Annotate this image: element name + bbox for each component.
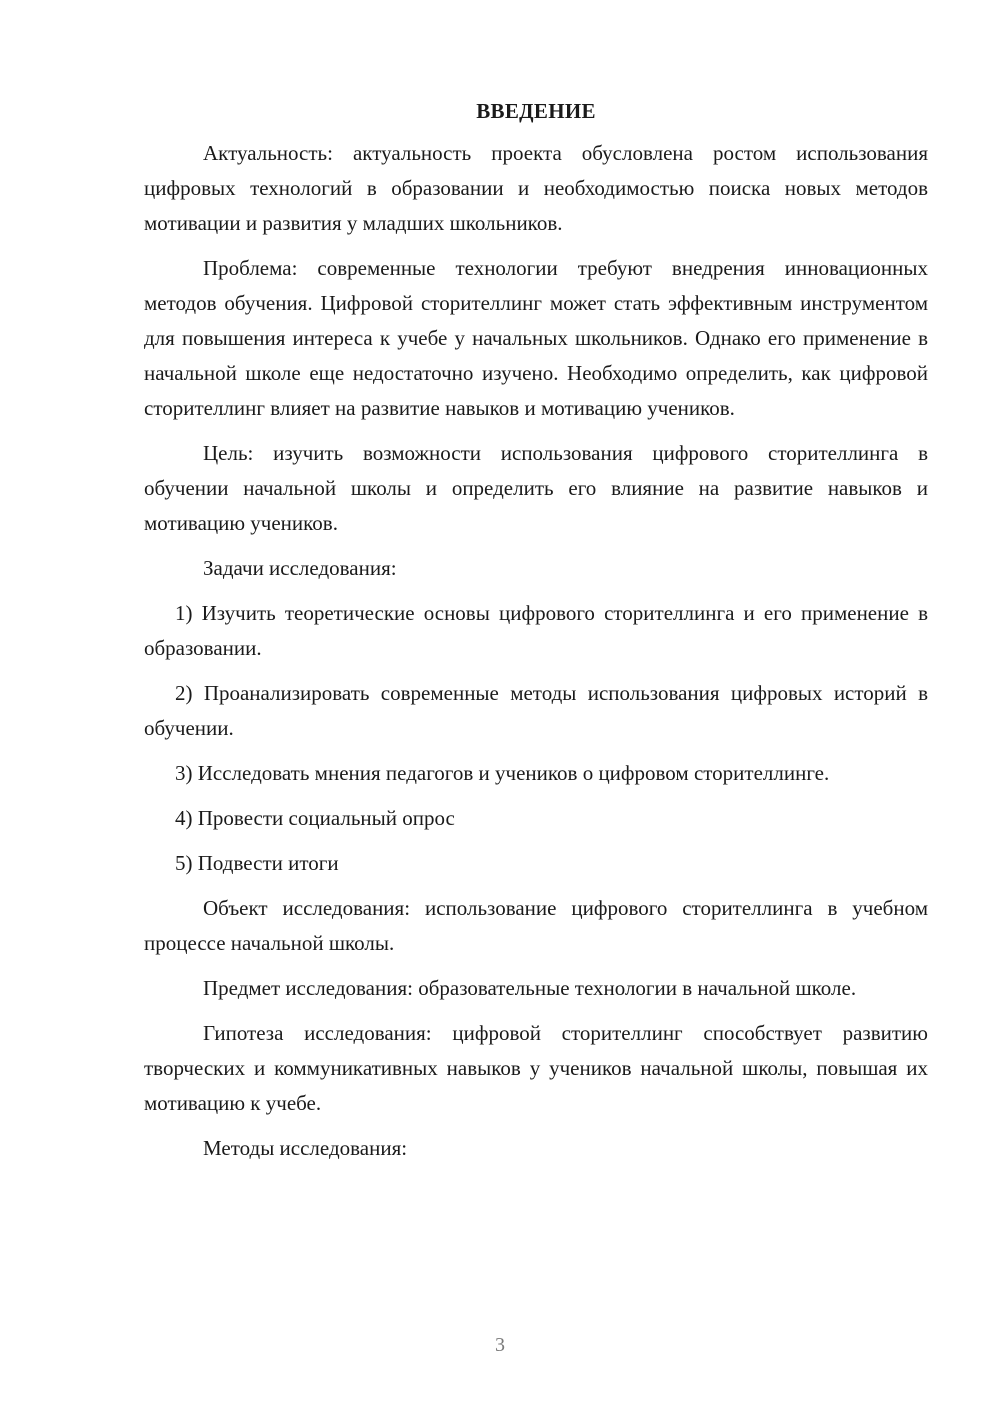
paragraph-problem: Проблема: современные технологии требуют внедрения инновационных методов обучения. Цифровой сторителлинг может стать эффективным инструментом для повышения интереса к учебе у начальных школьников. Однако его применение в начальной школе еще недостаточно изучено. Необходимо определить, как цифровой сторителлинг влияет на развитие навыков и мотивацию учеников. bbox=[144, 256, 928, 420]
task-item-4: 4) Провести социальный опрос bbox=[175, 806, 455, 830]
paragraph-relevance: Актуальность: актуальность проекта обусловлена ростом использования цифровых технологий в образовании и необходимостью поиска новых методов мотивации и развития у младших школьников. bbox=[144, 141, 928, 235]
paragraph-subject: Предмет исследования: образовательные технологии в начальной школе. bbox=[203, 976, 857, 1000]
paragraph-object: Объект исследования: использование цифрового сторителлинга в учебном процессе начальной школы. bbox=[144, 896, 928, 955]
task-item-5: 5) Подвести итоги bbox=[175, 851, 339, 875]
paragraph-methods: Методы исследования: bbox=[203, 1136, 408, 1160]
task-item-3: 3) Исследовать мнения педагогов и учеников о цифровом сторителлинге. bbox=[175, 761, 830, 785]
task-item-2: 2) Проанализировать современные методы использования цифровых историй в обучении. bbox=[144, 681, 928, 740]
document-page bbox=[144, 96, 928, 1176]
section-heading: ВВЕДЕНИЕ bbox=[476, 99, 596, 123]
paragraph-tasks-heading: Задачи исследования: bbox=[203, 556, 397, 580]
paragraph-goal: Цель: изучить возможности использования цифрового сторителлинга в обучении начальной школы и определить его влияние на развитие навыков и мотивацию учеников. bbox=[144, 441, 928, 535]
page-number: 3 bbox=[495, 1334, 505, 1356]
task-item-1: 1) Изучить теоретические основы цифрового сторителлинга и его применение в образовании. bbox=[144, 601, 928, 660]
paragraph-hypothesis: Гипотеза исследования: цифровой сторителлинг способствует развитию творческих и коммуникативных навыков у учеников начальной школы, повышая их мотивацию к учебе. bbox=[144, 1021, 928, 1115]
